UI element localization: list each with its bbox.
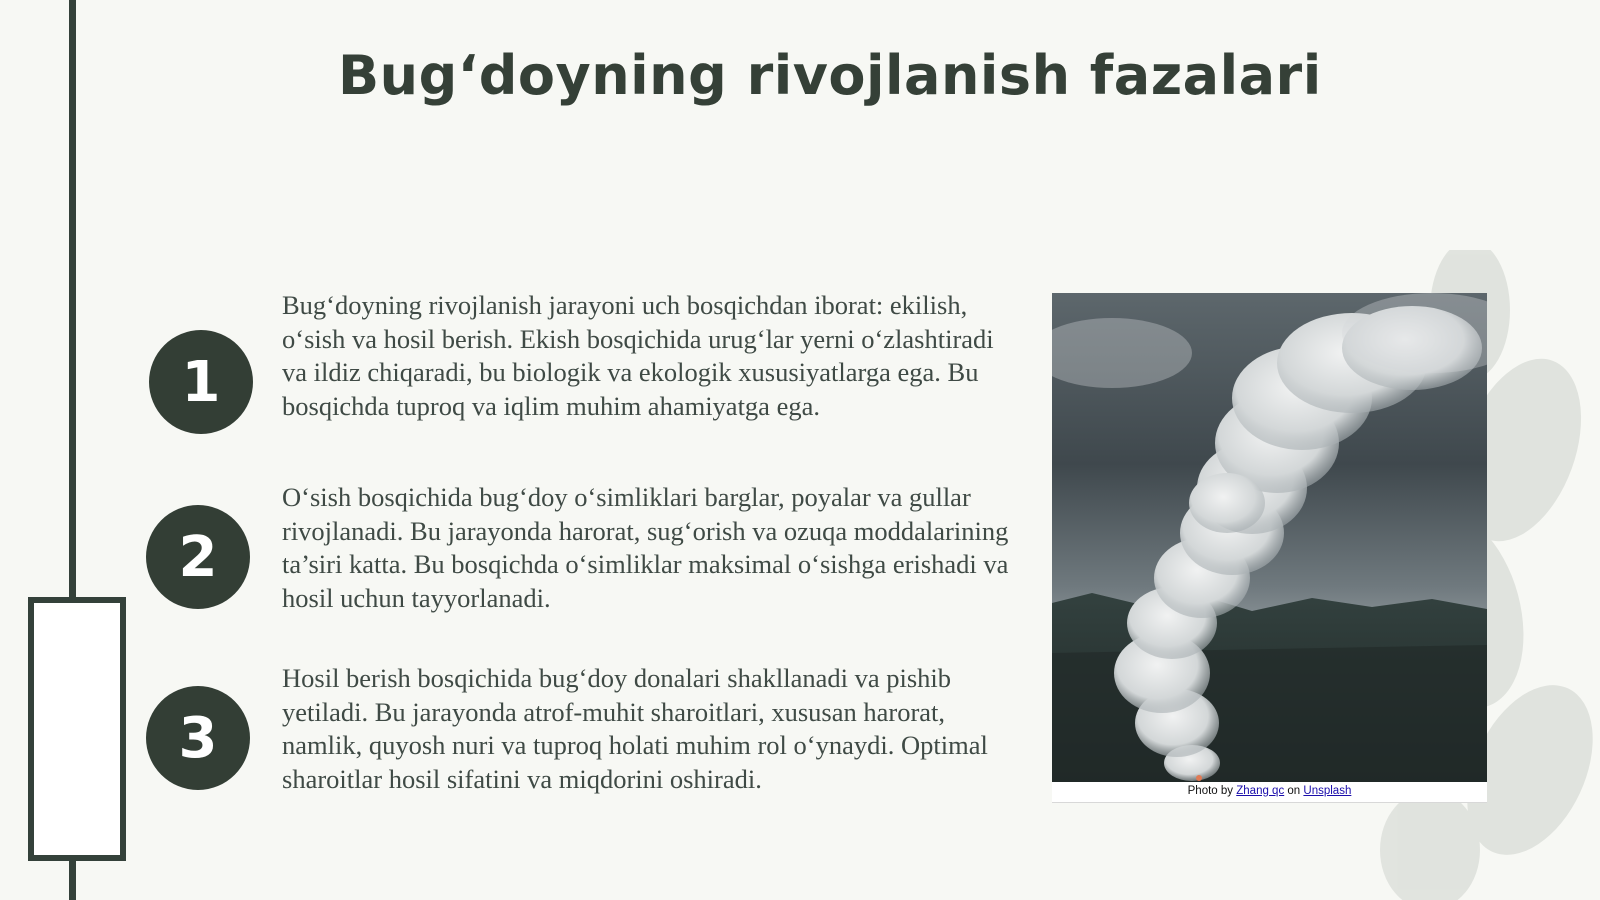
decorative-frame-box [28, 597, 126, 861]
photo-credit-middle: on [1287, 785, 1301, 797]
photo-credit [1052, 782, 1487, 803]
photo-author-link[interactable]: Zhang qc [1236, 785, 1285, 797]
unsplash-link[interactable]: Unsplash [1303, 785, 1352, 797]
smoke-photo [1052, 293, 1487, 782]
step-2-text: O‘sish bosqichida bug‘doy o‘simliklari barglar, poyalar va gullar rivojlanadi. Bu jarayonda harorat, sug‘orish va ozuqa moddalarining ta’siri katta. Bu bosqichda o‘simliklar maksimal o‘sishga erishadi va hosil uchun tayyorlanadi. [282, 482, 1009, 613]
step-3-text: Hosil berish bosqichida bug‘doy donalari shakllanadi va pishib yetiladi. Bu jarayonda atrof-muhit sharoitlari, xususan harorat, namlik, quyosh nuri va tuproq holati muhim rol o‘ynaydi. Optimal sharoitlar hosil sifatini va miqdorini oshiradi. [282, 663, 988, 794]
step-1-text: Bug‘doyning rivojlanish jarayoni uch bosqichdan iborat: ekilish, o‘sish va hosil berish. Ekish bosqichida urug‘lar yerni o‘zlashtiradi va ildiz chiqaradi, bu biologik va ekologik xususiyatlarga ega. Bu bosqichda tuproq va iqlim muhim ahamiyatga ega. [282, 290, 994, 421]
step-1-badge: 1 [149, 330, 253, 434]
step-3-badge: 3 [146, 686, 250, 790]
photo-credit-prefix: Photo by [1187, 785, 1234, 797]
step-2-badge: 2 [146, 505, 250, 609]
slide-title: Bug‘doyning rivojlanish fazalari [338, 44, 1322, 107]
